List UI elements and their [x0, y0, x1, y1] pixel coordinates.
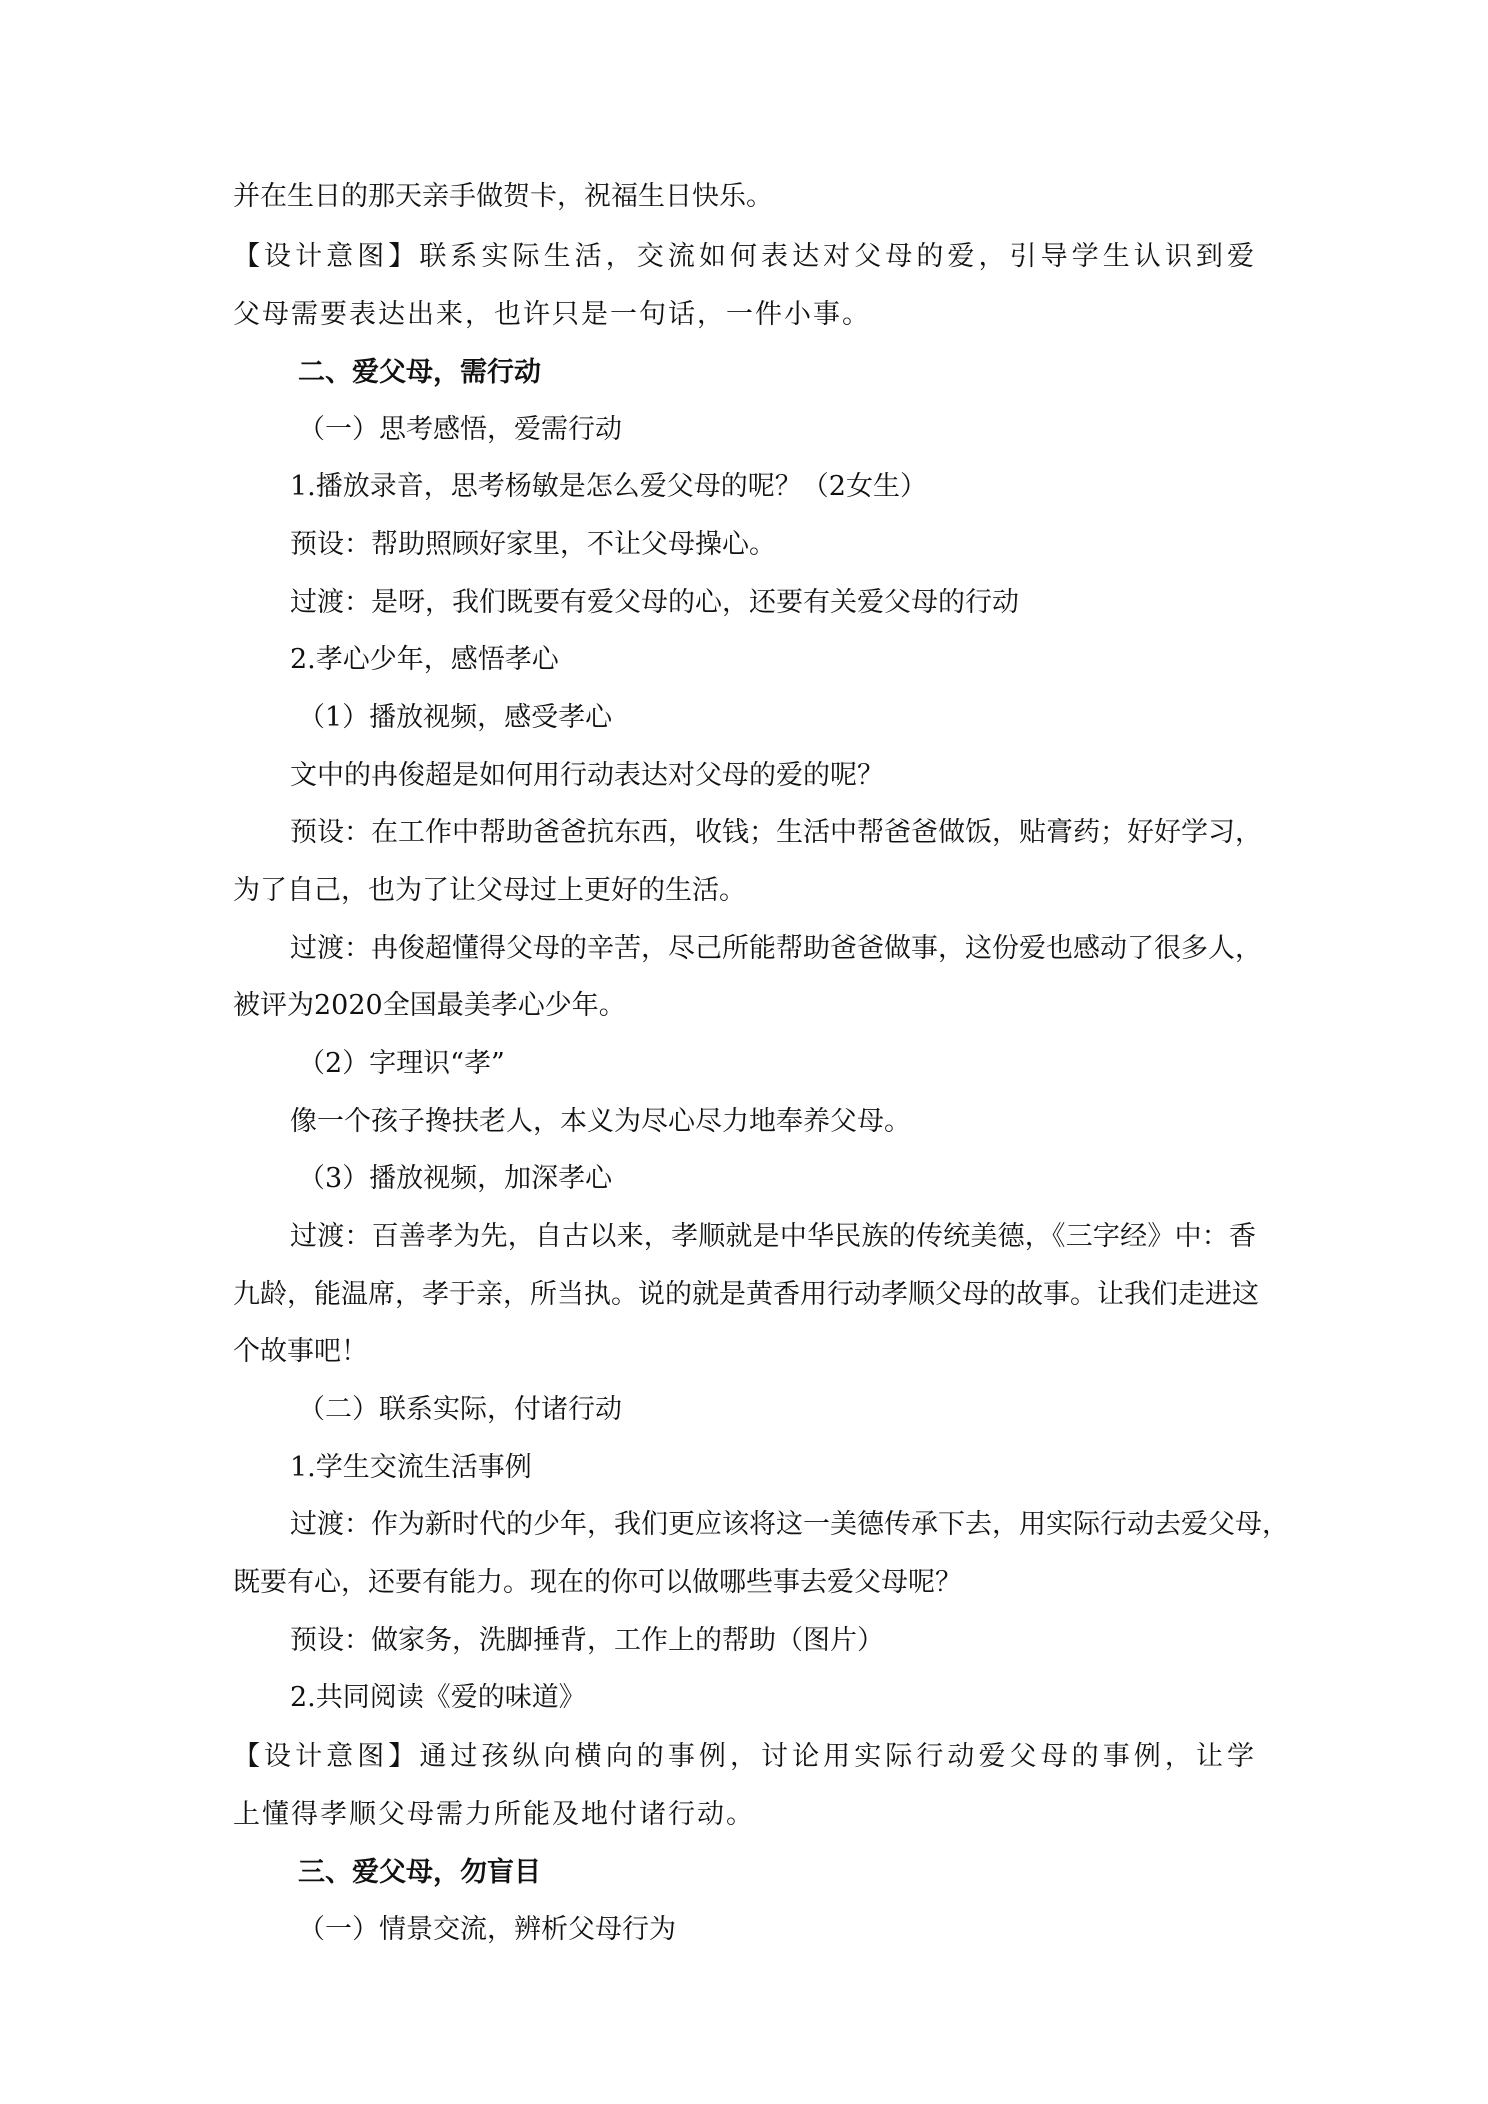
paragraph-line: 既要有心，还要有能力。现在的你可以做哪些事去爱父母呢？	[233, 1567, 962, 1598]
paragraph-line: 1.学生交流生活事例	[290, 1452, 532, 1483]
paragraph-line: 过渡：作为新时代的少年，我们更应该将这一美德传承下去，用实际行动去爱父母，	[290, 1509, 1289, 1540]
paragraph-line: 2.孝心少年，感悟孝心	[290, 644, 559, 675]
subsection-heading: （一）思考感悟，爱需行动	[298, 414, 622, 445]
subsection-heading: （一）情景交流，辨析父母行为	[298, 1914, 676, 1945]
design-intent-line: 【设计意图】联系实际生活，交流如何表达对父母的爱，引导学生认识到爱	[233, 241, 1256, 272]
paragraph-line: 过渡：百善孝为先，自古以来，孝顺就是中华民族的传统美德，《三字经》中：香	[290, 1221, 1256, 1252]
paragraph-line: 2.共同阅读《爱的味道》	[290, 1682, 586, 1713]
design-intent-line: 【设计意图】通过孩纵向横向的事例，讨论用实际行动爱父母的事例，让学	[233, 1741, 1256, 1772]
section-heading: 三、爱父母，勿盲目	[298, 1857, 541, 1888]
paragraph-line: 文中的冉俊超是如何用行动表达对父母的爱的呢？	[290, 760, 884, 791]
paragraph-line: （3）播放视频，加深孝心	[298, 1163, 613, 1194]
paragraph-line: 九龄，能温席，孝于亲，所当执。说的就是黄香用行动孝顺父母的故事。让我们走进这	[233, 1279, 1259, 1310]
paragraph-line: （2）字理识“孝”	[298, 1048, 505, 1079]
paragraph-line: 预设：在工作中帮助爸爸抗东西，收钱；生活中帮爸爸做饭，贴膏药；好好学习，	[290, 817, 1262, 848]
paragraph-line: 并在生日的那天亲手做贺卡，祝福生日快乐。	[233, 181, 773, 212]
paragraph-line: 过渡：冉俊超懂得父母的辛苦，尽己所能帮助爸爸做事，这份爱也感动了很多人，	[290, 933, 1262, 964]
paragraph-line: 预设：帮助照顾好家里，不让父母操心。	[290, 529, 776, 560]
subsection-heading: （二）联系实际，付诸行动	[298, 1394, 622, 1425]
design-intent-line: 上懂得孝顺父母需力所能及地付诸行动。	[233, 1799, 755, 1830]
section-heading: 二、爱父母，需行动	[298, 357, 541, 388]
paragraph-line: 过渡：是呀，我们既要有爱父母的心，还要有关爱父母的行动	[290, 587, 1019, 618]
paragraph-line: 被评为2020全国最美孝心少年。	[233, 990, 626, 1021]
paragraph-line: 预设：做家务，洗脚捶背，工作上的帮助（图片）	[290, 1625, 884, 1656]
paragraph-line: 1.播放录音，思考杨敏是怎么爱父母的呢？（2女生）	[290, 471, 927, 502]
paragraph-line: 为了自己，也为了让父母过上更好的生活。	[233, 875, 746, 906]
paragraph-line: 个故事吧！	[233, 1336, 368, 1367]
paragraph-line: 像一个孩子搀扶老人，本义为尽心尽力地奉养父母。	[290, 1106, 911, 1137]
paragraph-line: （1）播放视频，感受孝心	[298, 702, 613, 733]
design-intent-line: 父母需要表达出来，也许只是一句话，一件小事。	[233, 299, 871, 330]
